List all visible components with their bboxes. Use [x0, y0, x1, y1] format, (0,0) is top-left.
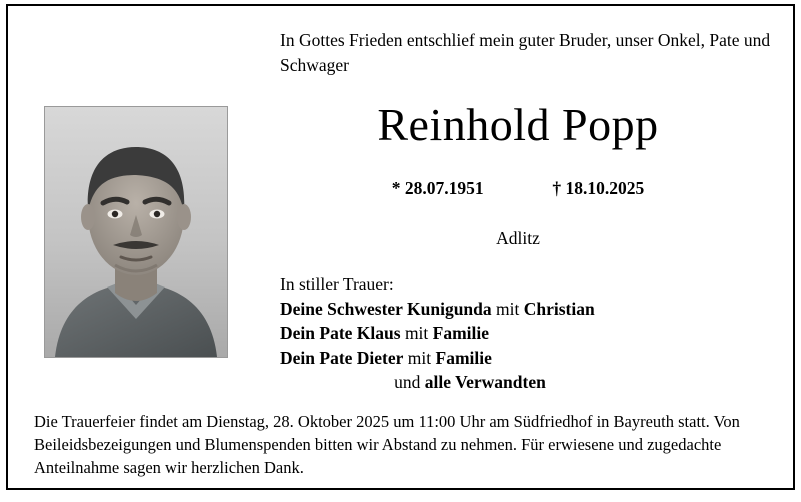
life-dates [258, 178, 778, 199]
mourner-3-tail: Familie [435, 347, 492, 368]
mourner-3-middle: mit [403, 347, 436, 368]
intro-text: In Gottes Frieden entschlief mein guter Bruder, unser Onkel, Pate und Schwager [280, 30, 771, 75]
mourner-1-tail: Christian [523, 298, 595, 319]
mourner-line-1 [280, 297, 760, 322]
portrait-image [45, 107, 227, 357]
mourner-3-lead: Dein Pate Dieter [280, 347, 404, 368]
mourner-line-4 [280, 370, 660, 395]
mourner-2-middle: mit [400, 323, 433, 343]
mourners-block [280, 272, 760, 395]
place-name: Adlitz [496, 228, 540, 248]
mourner-4-lead: und [394, 372, 425, 392]
mourner-line-3 [280, 346, 760, 371]
funeral-details: Die Trauerfeier findet am Dienstag, 28. Oktober 2025 um 11:00 Uhr am Südfriedhof in Bayreuth statt. Von Beileidsbezeigungen und Blumenspenden bitten wir Abstand zu nehmen. Für erwiesene und zugedachte Anteilnahme sagen wir herzlichen Dank. [34, 412, 740, 477]
death-date: † 18.10.2025 [552, 178, 645, 198]
mourner-2-lead: Dein Pate Klaus [280, 323, 401, 343]
mourner-line-2 [280, 321, 760, 346]
deceased-name: Reinhold Popp [377, 99, 659, 150]
birth-date: * 28.07.1951 [391, 178, 484, 198]
portrait-photo [44, 106, 228, 358]
mourner-1-middle: mit [491, 298, 524, 319]
mourner-2-tail: Familie [432, 323, 490, 343]
mourner-4-bold: alle Verwandten [424, 372, 546, 392]
mourner-1-lead: Deine Schwester Kunigunda [280, 298, 492, 319]
mourning-header: In stiller Trauer: [280, 274, 394, 294]
obituary-notice [6, 4, 795, 490]
